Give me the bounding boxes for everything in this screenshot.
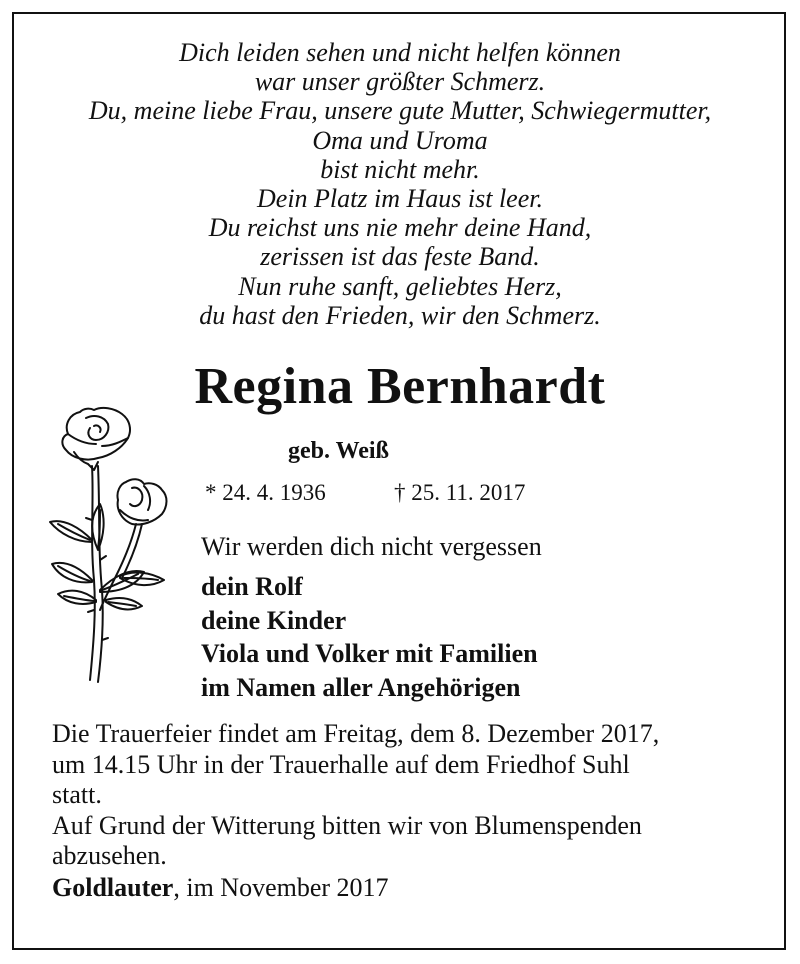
- poem-line: Nun ruhe sanft, geliebtes Herz,: [238, 271, 562, 301]
- signoff-date: , im November 2017: [173, 873, 389, 902]
- signoff-place: Goldlauter: [52, 873, 174, 902]
- funeral-line: Auf Grund der Witterung bitten wir von Blumenspenden: [52, 810, 642, 840]
- funeral-line: statt.: [52, 780, 102, 809]
- mourner-line: deine Kinder: [201, 605, 347, 635]
- poem-line: Dein Platz im Haus ist leer.: [257, 184, 543, 214]
- rose-icon: [40, 400, 180, 690]
- funeral-line: abzusehen.: [52, 841, 167, 870]
- poem-line: Du reichst uns nie mehr deine Hand,: [208, 213, 592, 243]
- poem-line: du hast den Frieden, wir den Schmerz.: [199, 300, 601, 330]
- poem: [14, 38, 786, 330]
- death-date: † 25. 11. 2017: [394, 480, 526, 505]
- birth-date: * 24. 4. 1936: [205, 480, 326, 505]
- mourner-line: dein Rolf: [201, 572, 303, 601]
- funeral-line: Die Trauerfeier findet am Freitag, dem 8. Dezember 2017,: [52, 719, 660, 748]
- maiden-name: geb. Weiß: [288, 438, 389, 464]
- mourners: [201, 570, 538, 704]
- poem-line: bist nicht mehr.: [320, 154, 480, 184]
- poem-line: Du, meine liebe Frau, unsere gute Mutter, Schwiegermutter,: [88, 96, 712, 126]
- funeral-line: um 14.15 Uhr in der Trauerhalle auf dem Friedhof Suhl: [52, 749, 630, 779]
- signoff: [52, 873, 389, 903]
- mourner-line: Viola und Volker mit Familien: [201, 639, 538, 668]
- mourner-line: im Namen aller Angehörigen: [201, 672, 521, 702]
- poem-line: Oma und Uroma: [312, 125, 488, 155]
- farewell-line: Wir werden dich nicht vergessen: [201, 532, 542, 561]
- poem-line: Dich leiden sehen und nicht helfen können: [179, 38, 621, 67]
- funeral-notice: [52, 719, 752, 872]
- poem-line: zerissen ist das feste Band.: [260, 242, 540, 272]
- deceased-name: Regina Bernhardt: [194, 358, 606, 415]
- poem-line: war unser größter Schmerz.: [254, 67, 546, 97]
